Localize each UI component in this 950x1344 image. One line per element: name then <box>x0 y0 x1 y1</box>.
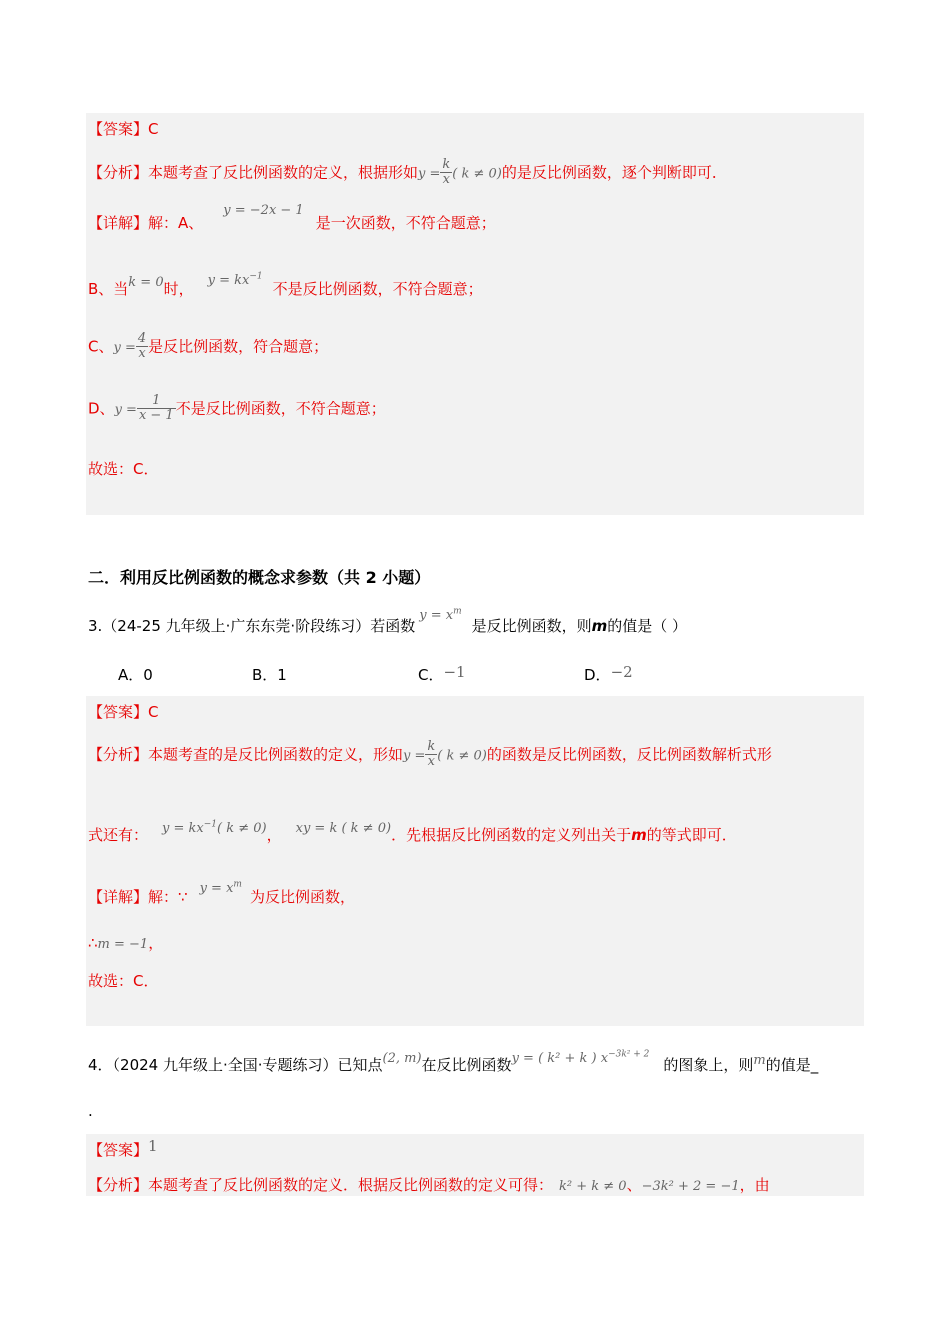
detail-2: 【详解】解：∵ $^{y = x^m}$为反比例函数， <box>88 879 355 906</box>
answer-1: 【答案】C <box>88 120 159 138</box>
option-d-line: D、y = $\frac{1}{x - 1}$ 不是反比例函数，不符合题意； <box>88 393 386 424</box>
section-2-title: 二．利用反比例函数的概念求参数（共 2 小题） <box>88 568 431 587</box>
question-4-end: . <box>88 1102 93 1120</box>
question-3: 3.（24-25 九年级上·广东东莞·阶段练习）若函数$^{y = x^m}$是反比例函数，则m的值是（ ） <box>88 606 688 635</box>
analysis-1: 【分析】本题考查了反比例函数的定义，根据形如y = $\frac{k}{x}$ ( k ≠ 0)的是反比例函数，逐个判断即可． <box>88 157 727 188</box>
option-b-line: B、当$^{k = 0}$时， $^{y = kx^{-1}}$不是反比例函数，不符合题意； <box>88 271 483 298</box>
conclusion-1: 故选：C． <box>88 460 159 478</box>
q3-option-d[interactable]: D．−2 <box>584 663 633 684</box>
analysis-3: 【分析】本题考查了反比例函数的定义．根据反比例函数的定义可得： k² + k ≠ 0、−3k² + 2 = −1，由 <box>88 1176 770 1194</box>
answer-2: 【答案】C <box>88 703 159 721</box>
option-c-line: C、y = $\frac{4}{x}$ 是反比例函数，符合题意； <box>88 331 329 362</box>
therefore-2: ∴m = −1， <box>88 934 164 952</box>
analysis-2: 【分析】本题考查的是反比例函数的定义，形如y = $\frac{k}{x}$ ( k ≠ 0)的函数是反比例函数，反比例函数解析式形 <box>88 739 772 770</box>
q3-option-a[interactable]: A．0 <box>118 666 153 684</box>
conclusion-2: 故选：C． <box>88 972 159 990</box>
q3-option-b[interactable]: B．1 <box>252 666 287 684</box>
question-4: 4．（2024 九年级上·全国·专题练习）已知点$^{(2, m)}$在反比例函数$^{y = ( k^2 + k ) x^{-3k^2 + 2}}$的图象上，则$^m$的值是_ <box>88 1049 819 1074</box>
q3-option-c[interactable]: C．−1 <box>418 663 466 684</box>
analysis-2-line2: 式还有： $^{y = kx^{-1}( k \ne 0)}$， $^{xy = k ( k \ne 0)}$．先根据反比例函数的定义列出关于m的等式即可． <box>88 819 737 844</box>
detail-1: 【详解】解：A、$^{y = -2x - 1}$是一次函数，不符合题意； <box>88 203 496 232</box>
answer-3: 【答案】1 <box>88 1137 158 1159</box>
